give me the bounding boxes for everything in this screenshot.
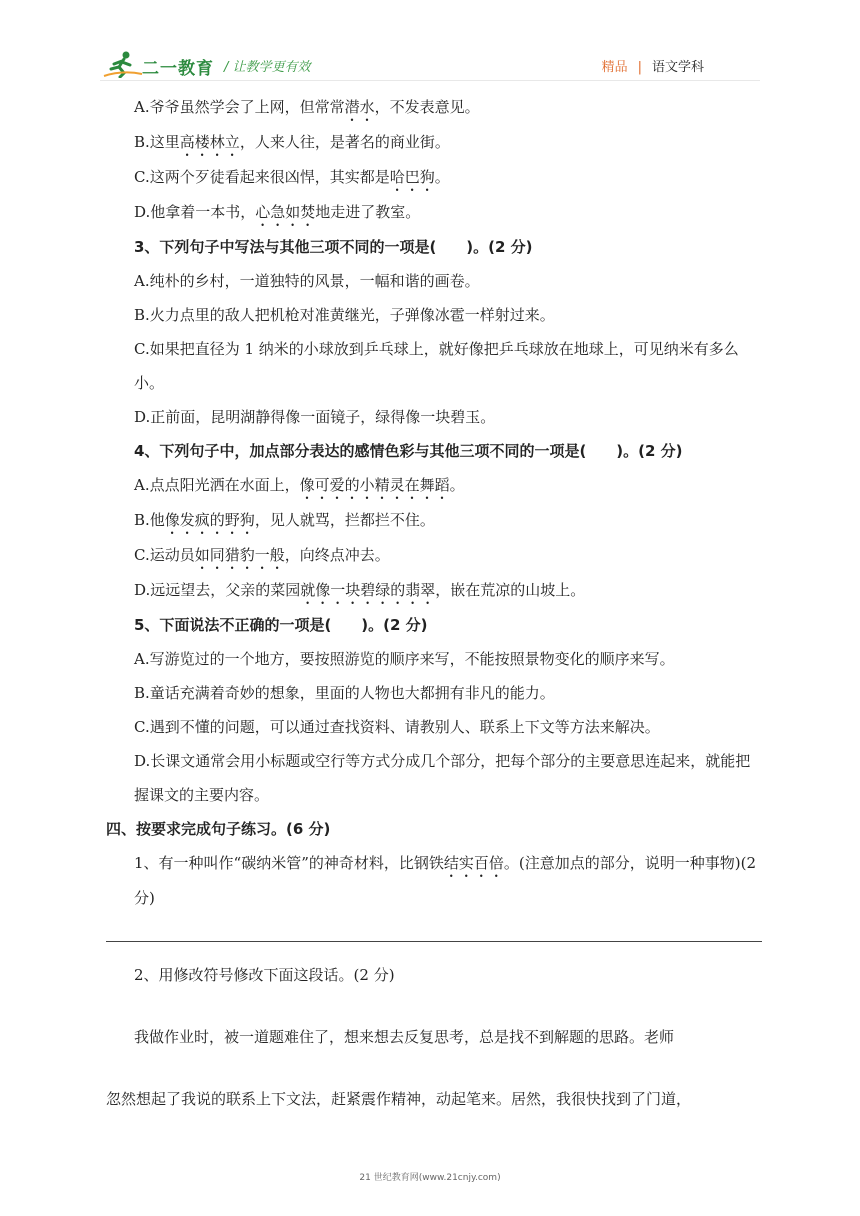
- brand-name: 二一教育: [142, 59, 214, 79]
- subject-label: 语文学科: [651, 60, 704, 75]
- runner-logo-icon: [102, 50, 146, 78]
- passage-line-2: 忽然想起了我说的联系上下文法，赶紧震作精神，动起笔来。居然，我很快找到了门道，: [106, 1090, 692, 1108]
- q2-option-a: A.爷爷虽然学会了上网，但常常潜水，不发表意见。: [134, 98, 480, 116]
- passage-line-1: 我做作业时，被一道题难住了，想来想去反复思考，总是找不到解题的思路。老师: [134, 1028, 675, 1046]
- page-header: [100, 48, 760, 82]
- q5-stem: 5、下面说法不正确的一项是( )。(2 分): [134, 616, 428, 634]
- s4-item-1: 1、有一种叫作“碳纳米管”的神奇材料，比钢铁结实百倍。(注意加点的部分，说明一种事物)(2 分): [134, 854, 757, 907]
- header-right: [602, 56, 704, 75]
- quality-label: 精品: [601, 60, 628, 75]
- q3-option-c: C.如果把直径为 1 纳米的小球放到乒乓球上，就好像把乒乓球放在地球上，可见纳米有多么小。: [134, 340, 739, 392]
- q2-option-d: D.他拿着一本书，心急如焚地走进了教室。: [134, 203, 421, 221]
- q4-option-b: B.他像发疯的野狗，见人就骂，拦都拦不住。: [134, 511, 435, 529]
- q4-option-c: C.运动员如同猎豹一般，向终点冲去。: [134, 546, 390, 564]
- section-4-title: 四、按要求完成句子练习。(6 分): [106, 820, 331, 838]
- s4-item-2: 2、用修改符号修改下面这段话。(2 分): [134, 966, 395, 984]
- q2-option-b: B.这里高楼林立，人来人往，是著名的商业街。: [134, 133, 450, 151]
- q3-option-a: A.纯朴的乡村，一道独特的风景，一幅和谐的画卷。: [134, 272, 480, 290]
- header-divider: |: [637, 60, 642, 75]
- q4-option-a: A.点点阳光洒在水面上，像可爱的小精灵在舞蹈。: [134, 476, 465, 494]
- q4-stem: 4、下列句子中，加点部分表达的感情色彩与其他三项不同的一项是( )。(2 分): [134, 442, 683, 460]
- slogan: / 让教学更有效: [224, 60, 311, 75]
- q5-option-d: D.长课文通常会用小标题或空行等方式分成几个部分，把每个部分的主要意思连起来，就能把握课文的主要内容。: [134, 752, 751, 804]
- q2-option-c: C.这两个歹徒看起来很凶悍，其实都是哈巴狗。: [134, 168, 450, 186]
- q3-stem: 3、下列句子中写法与其他三项不同的一项是( )。(2 分): [134, 238, 533, 256]
- q3-option-b: B.火力点里的敌人把机枪对准黄继光，子弹像冰雹一样射过来。: [134, 306, 555, 324]
- q5-option-b: B.童话充满着奇妙的想象，里面的人物也大都拥有非凡的能力。: [134, 684, 555, 702]
- q5-option-c: C.遇到不懂的问题，可以通过查找资料、请教别人、联系上下文等方法来解决。: [134, 718, 660, 736]
- document-body: [106, 90, 762, 1116]
- q3-option-d: D.正前面，昆明湖静得像一面镜子，绿得像一块碧玉。: [134, 408, 496, 426]
- q5-option-a: A.写游览过的一个地方，要按照游览的顺序来写，不能按照景物变化的顺序来写。: [134, 650, 675, 668]
- q4-option-d: D.远远望去，父亲的菜园就像一块碧绿的翡翠，嵌在荒凉的山坡上。: [134, 581, 586, 599]
- page-footer: 21 世纪教育网(www.21cnjy.com): [359, 1173, 501, 1183]
- header-rule: [100, 80, 760, 81]
